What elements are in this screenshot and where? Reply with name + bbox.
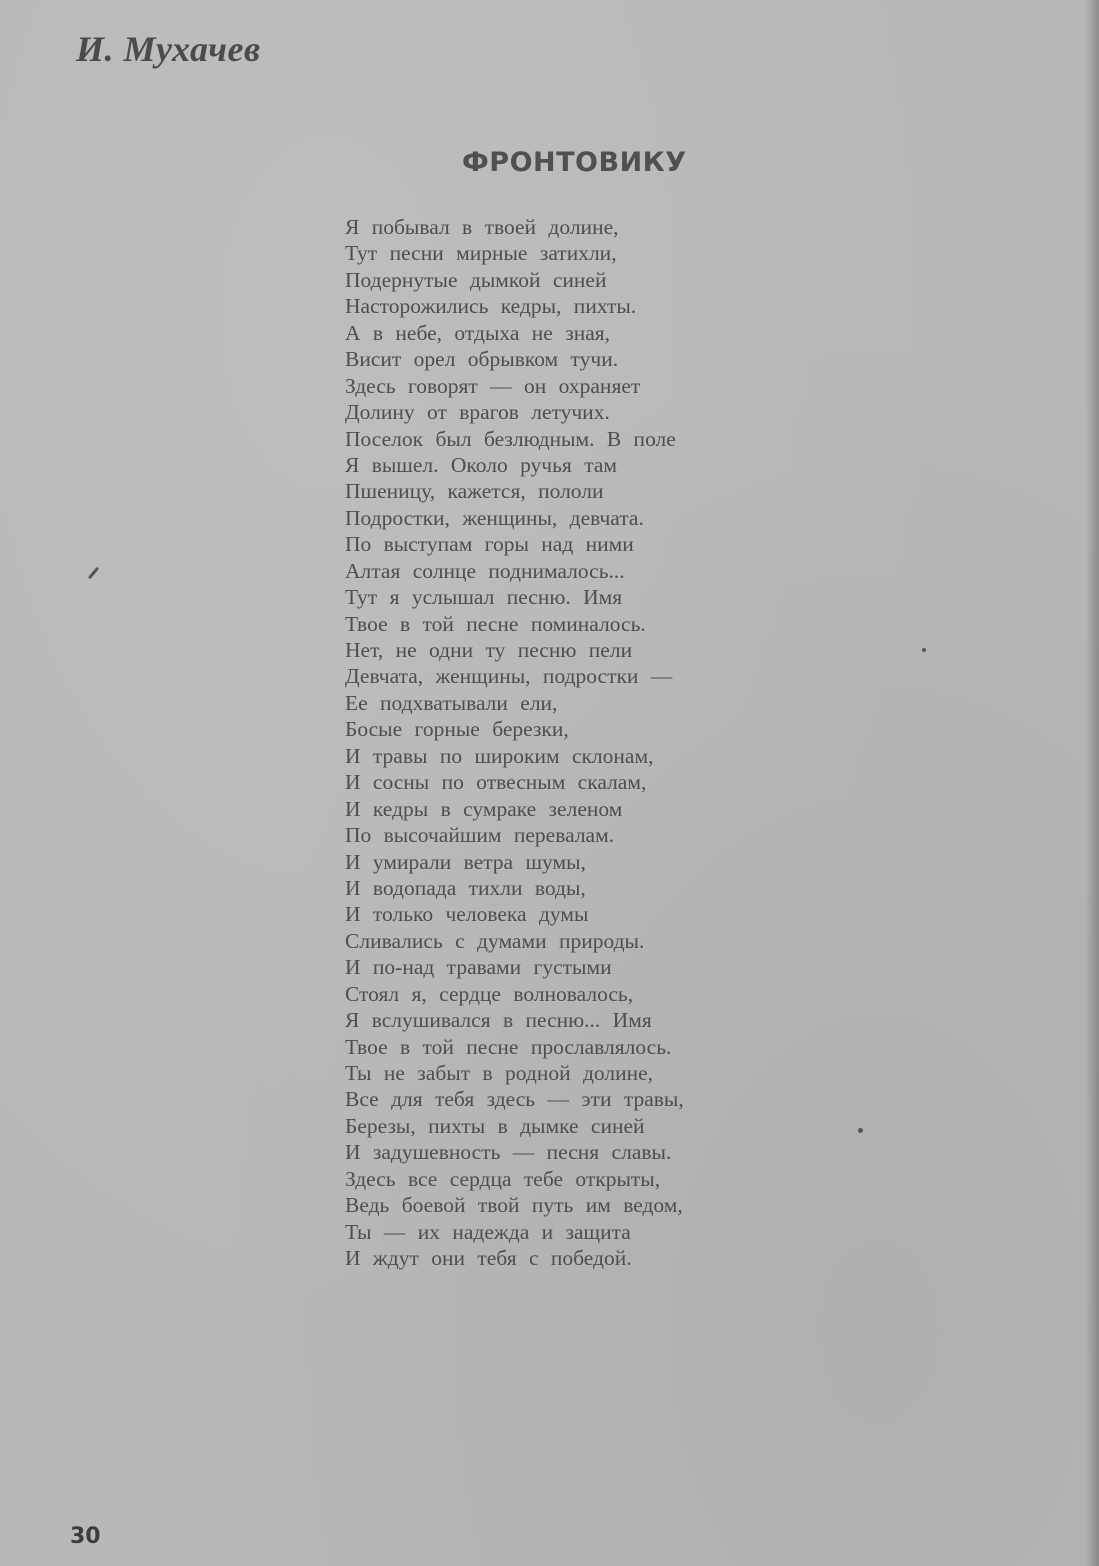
print-speck bbox=[858, 1128, 863, 1133]
poem-line: Пшеницу, кажется, пололи bbox=[345, 479, 604, 504]
poem-line: Стоял я, сердце волновалось, bbox=[345, 981, 634, 1006]
poem-line: И сосны по отвесным скалам, bbox=[345, 770, 647, 795]
poem-line: Ведь боевой твой путь им ведом, bbox=[345, 1193, 683, 1218]
poem-line: И задушевность — песня славы. bbox=[345, 1140, 672, 1165]
poem-line: И только человека думы bbox=[345, 902, 589, 927]
poem-line: Здесь говорят — он охраняет bbox=[345, 373, 641, 398]
poem-line: Все для тебя здесь — эти травы, bbox=[345, 1087, 684, 1112]
poem-line: Тут песни мирные затихли, bbox=[345, 241, 617, 266]
poem-line: Твое в той песне поминалось. bbox=[345, 611, 646, 636]
poem-line: Я вышел. Около ручья там bbox=[345, 452, 617, 477]
poem-line: Ты не забыт в родной долине, bbox=[345, 1061, 654, 1085]
poem-line: По высочайшим перевалам. bbox=[345, 823, 615, 848]
poem-line: И водопада тихли воды, bbox=[345, 875, 586, 900]
page-spine-shadow bbox=[1085, 0, 1099, 1566]
poem-line: Девчата, женщины, подростки — bbox=[345, 664, 673, 689]
poem-line: Подернутые дымкой синей bbox=[345, 267, 607, 292]
poem-line: Березы, пихты в дымке синей bbox=[345, 1113, 645, 1138]
page-number: 30 bbox=[70, 1524, 101, 1549]
poem-line: И кедры в сумраке зеленом bbox=[345, 796, 623, 821]
poem-line: Сливались с думами природы. bbox=[345, 928, 645, 953]
poem-line: И травы по широким склонам, bbox=[345, 743, 654, 768]
poem-line: По выступам горы над ними bbox=[345, 532, 634, 557]
poem-text bbox=[345, 214, 684, 1272]
poem-line: И по-над травами густыми bbox=[345, 955, 612, 980]
poem-line: А в небе, отдыха не зная, bbox=[345, 320, 611, 345]
author-name: И. Мухачев bbox=[76, 29, 261, 69]
poem-line: Ты — их надежда и защита bbox=[345, 1219, 631, 1244]
poem-line: Долину от врагов летучих. bbox=[345, 400, 610, 425]
poem-line: Ее подхватывали ели, bbox=[345, 690, 558, 715]
poem-line: Тут я услышал песню. Имя bbox=[345, 585, 623, 610]
poem-line: Здесь все сердца тебе открыты, bbox=[345, 1166, 661, 1191]
poem-line: И ждут они тебя с победой. bbox=[345, 1246, 632, 1271]
print-speck bbox=[922, 648, 926, 652]
poem-line: И умирали ветра шумы, bbox=[345, 849, 586, 874]
poem-line: Алтая солнце поднималось... bbox=[345, 558, 625, 583]
poem-line: Подростки, женщины, девчата. bbox=[345, 505, 644, 530]
poem-line: Висит орел обрывком тучи. bbox=[345, 347, 619, 372]
poem-line: Поселок был безлюдным. В поле bbox=[345, 426, 676, 451]
poem-title: ФРОНТОВИКУ bbox=[462, 147, 687, 178]
poem-line: Босые горные березки, bbox=[345, 717, 569, 742]
poem-line: Насторожились кедры, пихты. bbox=[345, 294, 637, 319]
poem-line: Твое в той песне прославлялось. bbox=[345, 1034, 672, 1059]
poem-line: Я побывал в твоей долине, bbox=[345, 215, 619, 239]
print-speck bbox=[88, 567, 99, 580]
poem-line: Я вслушивался в песню... Имя bbox=[345, 1008, 652, 1033]
poem-line: Нет, не одни ту песню пели bbox=[345, 638, 633, 662]
